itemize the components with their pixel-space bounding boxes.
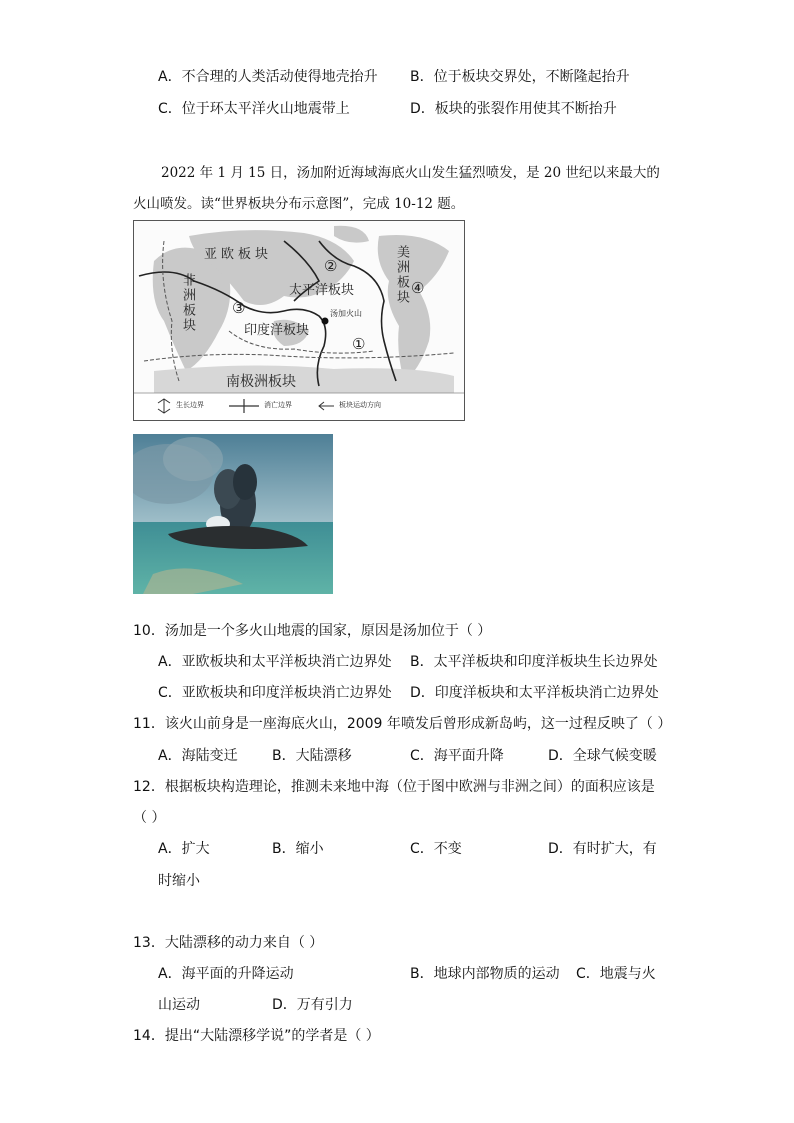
- q12-stem: 12．根据板块构造理论，推测未来地中海（位于图中欧洲与非洲之间）的面积应该是: [133, 779, 655, 795]
- label-antarctic-plate: 南极洲板块: [226, 374, 296, 390]
- q13-option-a[interactable]: A．海平面的升降运动: [158, 966, 294, 982]
- label-african-plate: 非洲板块: [180, 273, 195, 333]
- q11-option-a[interactable]: A．海陆变迁: [158, 748, 238, 764]
- q11-option-b[interactable]: B．大陆漂移: [272, 748, 352, 764]
- marker-3: ③: [232, 299, 246, 317]
- q12-option-d-continued[interactable]: 时缩小: [158, 873, 200, 889]
- q11-stem: 11．该火山前身是一座海底火山，2009 年喷发后曾形成新岛屿，这一过程反映了（ ）: [133, 716, 672, 732]
- q10-option-c[interactable]: C．亚欧板块和印度洋板块消亡边界处: [158, 685, 392, 701]
- label-american-plate: 美洲板块: [394, 245, 409, 305]
- passage-line-2: 火山喷发。读“世界板块分布示意图”，完成 10-12 题。: [133, 196, 465, 212]
- q14-stem: 14．提出“大陆漂移学说”的学者是（ ）: [133, 1028, 380, 1044]
- q13-option-c[interactable]: C．地震与火: [576, 966, 656, 982]
- volcano-eruption-photo: [133, 434, 333, 594]
- world-plate-map: [133, 220, 465, 421]
- q13-stem: 13．大陆漂移的动力来自（ ）: [133, 935, 324, 951]
- legend-subduction-boundary: 消亡边界: [264, 401, 292, 409]
- label-tonga-volcano: 汤加火山: [330, 309, 362, 318]
- q9-option-c[interactable]: C．位于环太平洋火山地震带上: [158, 101, 350, 117]
- q12-stem-continued: （ ）: [133, 810, 166, 826]
- legend-growth-boundary: 生长边界: [176, 401, 204, 409]
- legend-plate-direction: 板块运动方向: [339, 401, 381, 409]
- q9-option-d[interactable]: D．板块的张裂作用使其不断抬升: [410, 101, 617, 117]
- q11-option-c[interactable]: C．海平面升降: [410, 748, 504, 764]
- label-indian-plate: 印度洋板块: [244, 323, 310, 338]
- marker-4: ④: [411, 279, 425, 297]
- q12-option-a[interactable]: A．扩大: [158, 841, 210, 857]
- q9-option-a[interactable]: A．不合理的人类活动使得地壳抬升: [158, 69, 378, 85]
- q12-option-c[interactable]: C．不变: [410, 841, 462, 857]
- q12-option-d[interactable]: D．有时扩大，有: [548, 841, 657, 857]
- q13-option-b[interactable]: B．地球内部物质的运动: [410, 966, 560, 982]
- q10-option-d[interactable]: D．印度洋板块和太平洋板块消亡边界处: [410, 685, 659, 701]
- q10-option-a[interactable]: A．亚欧板块和太平洋板块消亡边界处: [158, 654, 392, 670]
- marker-1: ①: [352, 335, 366, 353]
- q13-option-d[interactable]: D．万有引力: [272, 997, 353, 1013]
- q11-option-d[interactable]: D．全球气候变暖: [548, 748, 657, 764]
- q10-option-b[interactable]: B．太平洋板块和印度洋板块生长边界处: [410, 654, 658, 670]
- marker-2: ②: [324, 257, 338, 275]
- passage-line-1: 2022 年 1 月 15 日，汤加附近海域海底火山发生猛烈喷发，是 20 世纪以来最大的: [161, 165, 660, 181]
- q12-option-b[interactable]: B．缩小: [272, 841, 324, 857]
- q13-option-c-continued[interactable]: 山运动: [158, 997, 200, 1013]
- label-eurasian-plate: 亚欧板块: [204, 247, 273, 262]
- label-pacific-plate: 太平洋板块: [289, 283, 355, 298]
- q9-option-b[interactable]: B．位于板块交界处，不断隆起抬升: [410, 69, 630, 85]
- q10-stem: 10．汤加是一个多火山地震的国家，原因是汤加位于（ ）: [133, 623, 492, 639]
